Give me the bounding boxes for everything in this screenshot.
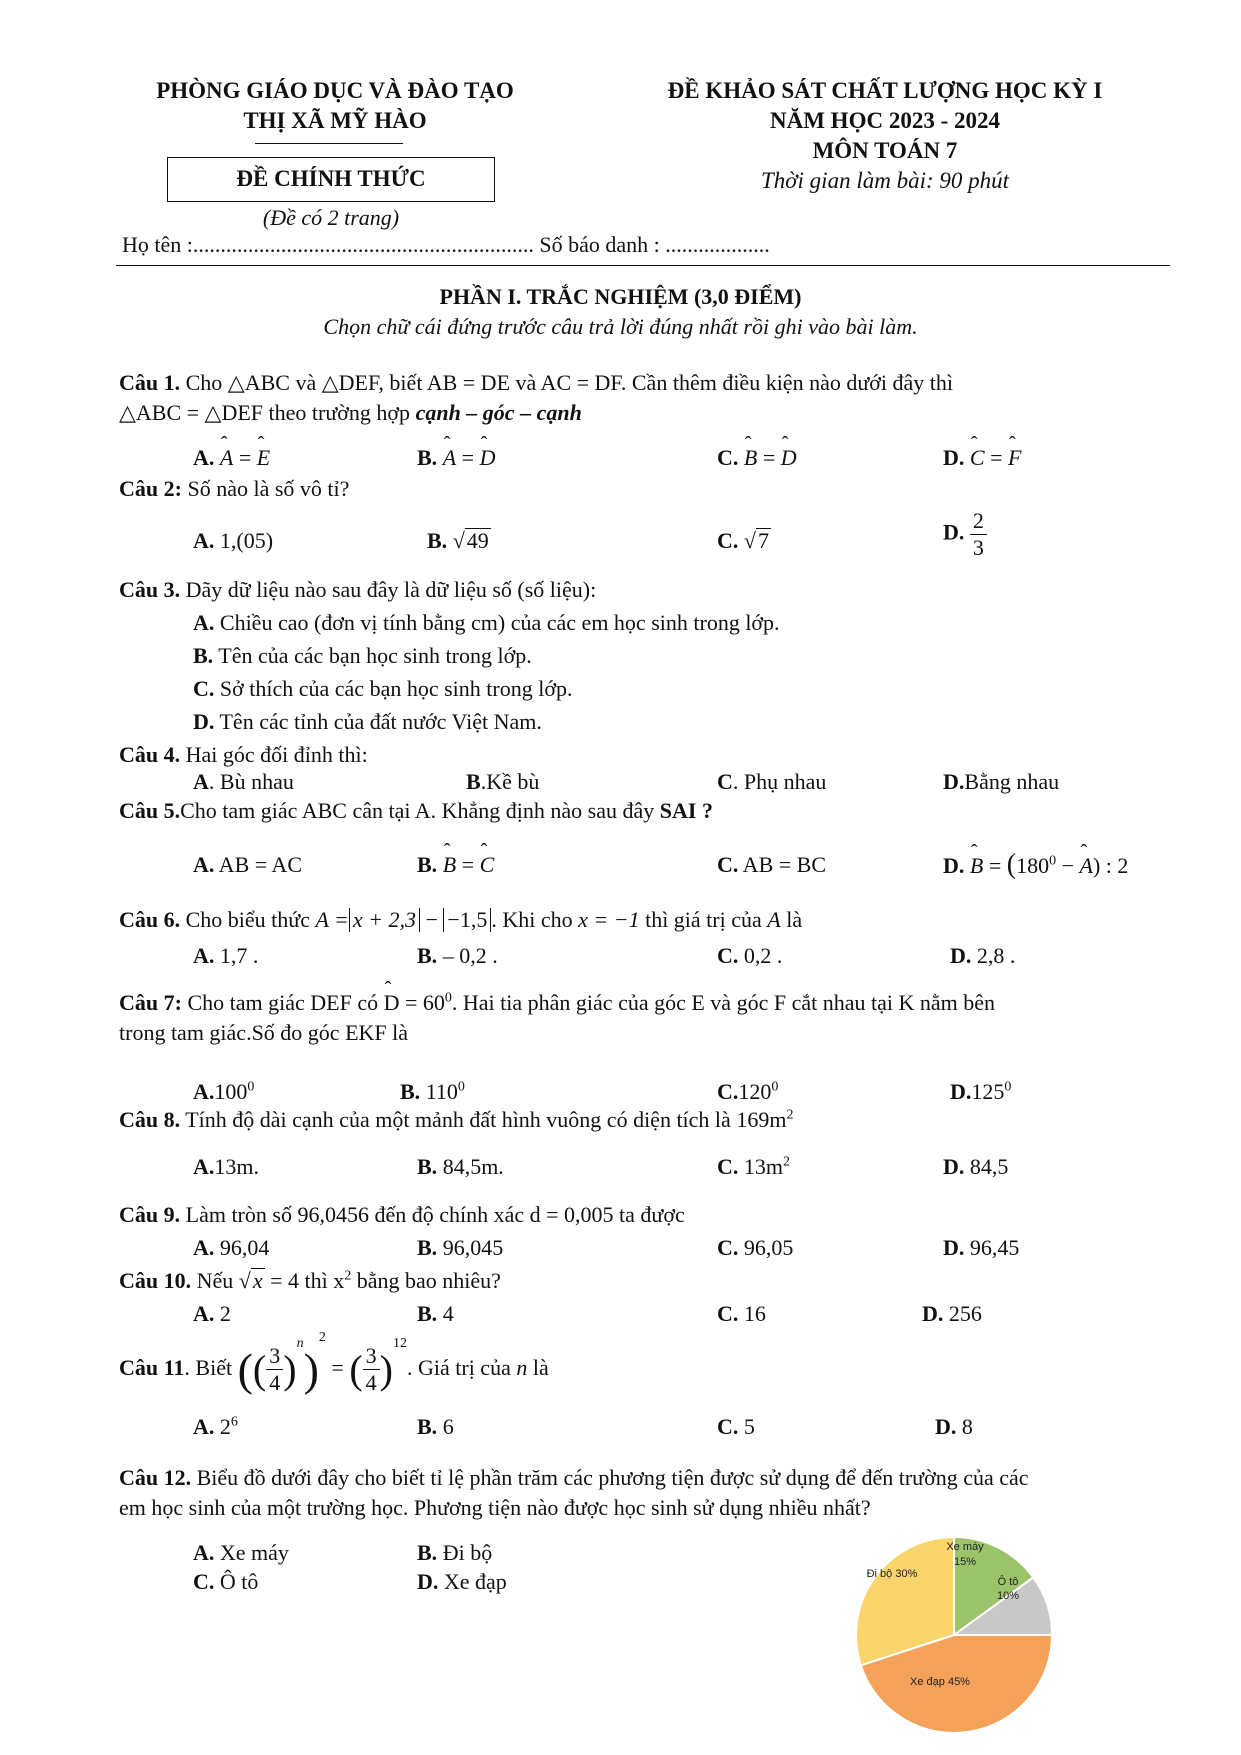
question-2 — [119, 474, 349, 504]
absolute-1: x + 2,3 — [349, 908, 420, 932]
option-key: A. — [193, 1301, 215, 1326]
question-10-text-c: bằng bao nhiêu? — [351, 1268, 501, 1293]
question-1-line-2 — [119, 398, 1171, 428]
angle: ˆ D — [781, 443, 797, 473]
question-10-label: Câu 10. — [119, 1268, 192, 1293]
question-5-text: Cho tam giác ABC cân tại A. Khẳng định nào sau đây — [180, 798, 660, 823]
option-key: B — [466, 769, 481, 794]
question-12-option-d[interactable] — [417, 1567, 507, 1597]
option-text: 256 — [943, 1301, 982, 1326]
question-12-option-b[interactable] — [417, 1538, 492, 1568]
question-8-label: Câu 8. — [119, 1107, 181, 1132]
angle: ˆ F — [1008, 443, 1021, 473]
question-8-option-d[interactable] — [943, 1152, 1008, 1182]
question-12 — [119, 1463, 1171, 1523]
radicand: 7 — [757, 528, 769, 553]
official-label: ĐỀ CHÍNH THỨC — [236, 166, 426, 191]
question-9 — [119, 1200, 685, 1230]
exam-time: Thời gian làm bài: 90 phút — [760, 168, 1010, 193]
option-key: A. — [193, 445, 215, 470]
question-9-text: Làm tròn số 96,0456 đến độ chính xác d = 0,005 ta được — [180, 1202, 685, 1227]
question-7 — [119, 988, 1171, 1048]
question-4-option-d[interactable] — [943, 767, 1059, 797]
option-key: A — [193, 769, 209, 794]
numerator: 2 — [970, 508, 987, 535]
paren: ( — [1006, 849, 1017, 880]
square-mark: 2 — [783, 1154, 791, 1170]
fraction — [970, 508, 987, 561]
option-value: 120 — [738, 1079, 772, 1104]
option-key: A. — [193, 1154, 215, 1179]
option-text: 6 — [437, 1414, 454, 1439]
question-9-option-b[interactable] — [417, 1233, 503, 1263]
option-text: Đi bộ — [437, 1540, 493, 1565]
question-7-text-a: Cho tam giác DEF có — [181, 990, 384, 1015]
question-12-line-1 — [119, 1463, 1171, 1493]
question-8-option-a[interactable] — [193, 1152, 259, 1182]
radicand: x — [252, 1268, 263, 1293]
pages-note: (Đề có 2 trang) — [262, 205, 400, 230]
option-text: 1,7 . — [214, 943, 259, 968]
question-3 — [119, 575, 596, 605]
option-value: 110 — [420, 1079, 458, 1104]
exponent: 6 — [230, 1414, 238, 1430]
option-text: 96,045 — [437, 1235, 504, 1260]
option-key: B. — [417, 1235, 438, 1260]
angle: ˆ B — [744, 443, 757, 473]
option-key: B. — [417, 943, 438, 968]
square-mark: 2 — [786, 1107, 794, 1123]
option-key: D. — [417, 1569, 439, 1594]
question-6-option-a[interactable] — [193, 941, 258, 971]
option-text: . Phụ nhau — [732, 769, 827, 794]
option-text: 8 — [956, 1414, 973, 1439]
option-text: 5 — [738, 1414, 755, 1439]
question-3-option-d[interactable] — [193, 707, 542, 737]
question-2-option-b[interactable] — [427, 526, 491, 556]
question-6-option-c[interactable] — [717, 941, 782, 971]
option-text: 2,8 . — [971, 943, 1016, 968]
department-line-1: PHÒNG GIÁO DỤC VÀ ĐÀO TẠO — [156, 78, 514, 103]
angle: ˆ E — [257, 443, 270, 473]
option-key: B. — [193, 643, 214, 668]
option-text: 13m. — [214, 1154, 260, 1179]
angle: ˆ A — [443, 443, 456, 473]
question-12-text-b: em học sinh của một trường học. Phương tiện nào được học sinh sử dụng nhiều nhất? — [119, 1495, 871, 1520]
option-key: C. — [717, 1301, 739, 1326]
sqrt-sign: √ — [452, 528, 465, 553]
question-11-option-a[interactable] — [193, 1412, 238, 1442]
option-value: 125 — [971, 1079, 1005, 1104]
question-2-option-a[interactable] — [193, 526, 273, 556]
pie-label: Ô tô — [997, 1576, 1019, 1588]
question-10-option-a[interactable] — [193, 1299, 231, 1329]
question-1 — [119, 368, 1171, 428]
degree-mark: 0 — [1049, 853, 1057, 869]
option-key: D. — [943, 519, 965, 545]
option-key: D. — [943, 445, 965, 470]
option-key: A. — [193, 610, 215, 635]
option-key: C. — [717, 1235, 739, 1260]
angle: ˆ D — [480, 443, 496, 473]
option-text: .Kề bù — [480, 769, 540, 794]
option-key: D. — [193, 709, 215, 734]
rhs-paren-close: ) — [379, 1346, 393, 1392]
question-12-option-a[interactable] — [193, 1538, 289, 1568]
option-key: C. — [717, 445, 739, 470]
exam-line-2: NĂM HỌC 2023 - 2024 — [770, 108, 1000, 133]
question-8-option-c[interactable] — [717, 1152, 790, 1182]
option-value: 1,(05) — [219, 528, 274, 553]
option-text: Xe máy — [214, 1540, 289, 1565]
numerator: 3 — [266, 1343, 283, 1370]
option-key: D. — [943, 1235, 965, 1260]
denominator: 4 — [365, 1370, 377, 1396]
question-7-line-1 — [119, 988, 1171, 1018]
question-6-option-d[interactable] — [950, 941, 1015, 971]
expression-lhs: A = — [315, 907, 349, 932]
angle: ˆ C — [480, 850, 495, 880]
question-5-option-c[interactable] — [717, 850, 826, 880]
question-5-label: Câu 5. — [119, 798, 181, 823]
pie-label: Xe máy — [946, 1541, 984, 1553]
section-title: PHẦN I. TRẮC NGHIỆM (3,0 ĐIỂM) — [439, 284, 802, 309]
question-7-option-c[interactable] — [717, 1077, 778, 1107]
option-key: B. — [417, 1301, 438, 1326]
question-7-option-d[interactable] — [950, 1077, 1011, 1107]
question-2-option-c[interactable] — [717, 526, 771, 556]
option-text: Xe đạp — [438, 1569, 507, 1594]
option-key: B. — [417, 445, 438, 470]
question-1-option-b[interactable]: B. ˆ A = ˆ D — [417, 443, 495, 473]
option-key: C. — [193, 1569, 215, 1594]
degree-mark: 0 — [444, 990, 452, 1006]
a-variable: A — [767, 907, 781, 932]
question-8-option-b[interactable] — [417, 1152, 504, 1182]
question-4 — [119, 740, 368, 770]
option-key: D. — [943, 769, 965, 794]
option-text: AB = AC — [214, 852, 302, 877]
question-5-emphasis: SAI ? — [659, 798, 713, 823]
student-info-line — [122, 232, 770, 258]
question-3-option-c[interactable] — [193, 674, 572, 704]
option-key: B. — [417, 1540, 438, 1565]
denominator: 4 — [269, 1370, 281, 1396]
option-text: 0,2 . — [738, 943, 783, 968]
question-5-option-a[interactable] — [193, 850, 302, 880]
option-key: C — [717, 769, 733, 794]
option-key: C. — [193, 676, 215, 701]
outer-paren-open: ( — [237, 1343, 253, 1395]
question-2-text: Số nào là số vô tỉ? — [181, 476, 350, 501]
question-6-text-a: Cho biểu thức — [180, 907, 316, 932]
option-text: 13m — [738, 1154, 784, 1179]
pie-label-value: 10% — [996, 1590, 1020, 1602]
question-11-option-c[interactable] — [717, 1412, 755, 1442]
question-5 — [119, 796, 713, 826]
question-12-label: Câu 12. — [119, 1465, 192, 1490]
option-text: 96,04 — [214, 1235, 270, 1260]
question-9-option-c[interactable] — [717, 1233, 793, 1263]
inner-paren-open: ( — [252, 1346, 267, 1392]
fraction — [363, 1343, 380, 1396]
department-header — [110, 76, 560, 136]
header-rule — [116, 265, 1170, 266]
option-key: C. — [717, 1154, 739, 1179]
pie-label: Xe đạp 45% — [910, 1676, 970, 1688]
option-key: D. — [935, 1414, 957, 1439]
option-key: A. — [193, 528, 215, 553]
option-text: 2 — [214, 1414, 231, 1439]
question-7-text-b: . Hai tia phân giác của góc E và góc F cắt nhau tại K nằm bên — [451, 990, 995, 1015]
question-3-label: Câu 3. — [119, 577, 181, 602]
question-10 — [119, 1266, 501, 1296]
option-text: Tên các tỉnh của đất nước Việt Nam. — [214, 709, 542, 734]
option-text: 84,5m. — [437, 1154, 504, 1179]
sqrt-sign: √ — [238, 1268, 251, 1293]
question-4-text: Hai góc đối đỉnh thì: — [180, 742, 368, 767]
numerator: 3 — [363, 1343, 380, 1370]
denominator: 3 — [972, 535, 984, 560]
question-2-option-d[interactable] — [943, 508, 987, 561]
option-key: A. — [193, 1414, 215, 1439]
option-text: Ô tô — [214, 1569, 259, 1594]
radicand: 49 — [466, 528, 489, 553]
option-key: B. — [417, 1154, 438, 1179]
question-10-text-a: Nếu — [191, 1268, 239, 1293]
option-tail: ) : 2 — [1092, 853, 1129, 878]
outer-paren-close: ) — [303, 1343, 319, 1395]
option-key: D. — [943, 1154, 965, 1179]
option-text: 96,45 — [964, 1235, 1020, 1260]
option-key: A. — [193, 852, 215, 877]
angle-equals: = 60 — [399, 990, 445, 1015]
option-key: B. — [417, 1414, 438, 1439]
n-variable: n — [516, 1355, 528, 1380]
question-1-label: Câu 1. — [119, 370, 181, 395]
option-text: Chiều cao (đơn vị tính bằng cm) của các em học sinh trong lớp. — [214, 610, 780, 635]
exponent-n: n — [296, 1336, 304, 1351]
department-line-2: THỊ XÃ MỸ HÀO — [243, 108, 427, 133]
question-6-text-b: . Khi cho — [491, 907, 579, 932]
question-9-option-a[interactable] — [193, 1233, 269, 1263]
x-value: x = −1 — [578, 907, 640, 932]
option-key: C. — [717, 1414, 739, 1439]
question-11-option-b[interactable] — [417, 1412, 454, 1442]
question-11-option-d[interactable] — [935, 1412, 973, 1442]
option-key: A. — [193, 943, 215, 968]
exam-line-3: MÔN TOÁN 7 — [812, 138, 958, 163]
angle: ˆ A — [220, 443, 233, 473]
option-value: 100 — [214, 1079, 248, 1104]
exponent-12: 12 — [392, 1336, 407, 1351]
question-10-option-b[interactable] — [417, 1299, 454, 1329]
question-11: Câu 11. Biết (( $\frac{3}{4}$ )$^n$)$^2$ = ( $\frac{3}{4}$ )$^{12}$. Giá trị của n là — [119, 1330, 549, 1396]
option-text: Tên của các bạn học sinh trong lớp. — [213, 643, 532, 668]
angle: ˆ C — [970, 443, 985, 473]
question-1-option-c[interactable]: C. ˆ B = ˆ D — [717, 443, 797, 473]
option-text: 4 — [437, 1301, 454, 1326]
exponent-2: 2 — [318, 1330, 326, 1345]
option-key: A. — [193, 1235, 215, 1260]
angle: ˆ B — [443, 850, 456, 880]
question-7-option-a[interactable] — [193, 1077, 254, 1107]
exam-line-1: ĐỀ KHẢO SÁT CHẤT LƯỢNG HỌC KỲ I — [667, 78, 1103, 103]
option-key: C. — [717, 852, 739, 877]
question-4-label: Câu 4. — [119, 742, 181, 767]
question-8-text: Tính độ dài cạnh của một mảnh đất hình vuông có diện tích là 169m — [180, 1107, 787, 1132]
question-6 — [119, 905, 802, 935]
question-6-text-c: thì giá trị của — [639, 907, 768, 932]
question-10-option-c[interactable] — [717, 1299, 766, 1329]
inner-paren-close: ) — [283, 1346, 297, 1392]
option-text: Bằng nhau — [964, 769, 1060, 794]
transport-pie-chart — [848, 1520, 1060, 1745]
angle: ˆ B — [970, 851, 983, 881]
question-5-option-d[interactable]: D. ˆ $B = (180^0$ − ˆ A) : 2 — [943, 850, 1128, 881]
absolute-2: −1,5 — [443, 908, 491, 932]
question-6-text-d: là — [780, 907, 803, 932]
option-key: B. — [400, 1079, 421, 1104]
option-key: A. — [193, 1079, 215, 1104]
name-field: Họ tên :.............................................................. — [122, 232, 534, 257]
option-key: D. — [950, 1079, 972, 1104]
fraction — [266, 1343, 283, 1396]
question-11-label: Câu 11 — [119, 1355, 185, 1380]
angle-d: ˆ D — [384, 988, 400, 1018]
option-key: D. — [943, 853, 965, 878]
question-7-option-b[interactable] — [400, 1077, 465, 1107]
question-11-text-a: . Biết — [184, 1355, 238, 1380]
question-1-text-b: △ABC = △DEF theo trường hợp — [119, 400, 416, 425]
question-3-text: Dãy dữ liệu nào sau đây là dữ liệu số (số liệu): — [180, 577, 597, 602]
option-key: B. — [427, 528, 448, 553]
question-9-label: Câu 9. — [119, 1202, 181, 1227]
question-12-text-a: Biểu đồ dưới đây cho biết tỉ lệ phần trăm các phương tiện được sử dụng để đến trường của các — [191, 1465, 1029, 1490]
option-text: 2 — [214, 1301, 231, 1326]
option-text: AB = BC — [738, 852, 826, 877]
option-text: Sở thích của các bạn học sinh trong lớp. — [214, 676, 573, 701]
question-4-option-c[interactable] — [717, 767, 826, 797]
question-1-line-1 — [119, 368, 1171, 398]
degree-mark: 0 — [457, 1079, 465, 1095]
exam-header — [600, 76, 1170, 196]
option-text: . Bù nhau — [208, 769, 294, 794]
option-text: 96,05 — [738, 1235, 794, 1260]
question-6-label: Câu 6. — [119, 907, 181, 932]
degree-value: 180 — [1016, 853, 1050, 878]
pie-label: Đi bộ 30% — [866, 1568, 918, 1580]
question-1-option-a[interactable]: A. ˆ A = ˆ E — [193, 443, 270, 473]
question-3-option-a[interactable] — [193, 608, 780, 638]
degree-mark: 0 — [247, 1079, 255, 1095]
option-key: C. — [717, 943, 739, 968]
rhs-paren-open: ( — [349, 1346, 363, 1392]
square-mark: 2 — [344, 1268, 352, 1284]
question-6-option-b[interactable] — [417, 941, 498, 971]
question-4-option-a[interactable] — [193, 767, 294, 797]
minus-sign: − — [420, 907, 444, 932]
option-text: 84,5 — [964, 1154, 1009, 1179]
pie-label-value: 15% — [953, 1556, 977, 1568]
question-12-option-c[interactable] — [193, 1567, 258, 1597]
id-field: Số báo danh : ................... — [539, 232, 770, 257]
question-7-text-c: trong tam giác.Số đo góc EKF là — [119, 1020, 409, 1045]
option-key: C. — [717, 528, 739, 553]
question-9-option-d[interactable] — [943, 1233, 1019, 1263]
question-10-text-b: = 4 thì x — [264, 1268, 345, 1293]
option-key: B. — [417, 852, 438, 877]
question-10-option-d[interactable] — [922, 1299, 982, 1329]
sqrt-sign: √ — [743, 528, 756, 553]
option-text: 16 — [738, 1301, 766, 1326]
question-5-option-b[interactable]: B. ˆ B = ˆ C — [417, 850, 494, 880]
question-2-label: Câu 2: — [119, 476, 182, 501]
question-3-option-b[interactable] — [193, 641, 532, 671]
option-key: C. — [717, 1079, 739, 1104]
angle: ˆ A — [1080, 851, 1093, 881]
question-11-text-c: là — [527, 1355, 549, 1380]
question-1-text-c: cạnh – góc – cạnh — [415, 400, 582, 425]
degree-mark: 0 — [771, 1079, 779, 1095]
degree-mark: 0 — [1004, 1079, 1012, 1095]
question-7-label: Câu 7: — [119, 990, 182, 1015]
option-text: – 0,2 . — [437, 943, 498, 968]
header-underline — [255, 143, 403, 144]
option-key: A. — [193, 1540, 215, 1565]
section-instruction: Chọn chữ cái đứng trước câu trả lời đúng nhất rồi ghi vào bài làm. — [323, 314, 918, 339]
question-4-option-b[interactable] — [466, 767, 539, 797]
option-key: D. — [922, 1301, 944, 1326]
question-8 — [119, 1105, 793, 1135]
official-label-box — [167, 157, 495, 202]
question-1-text-a: Cho △ABC và △DEF, biết AB = DE và AC = DF. Cần thêm điều kiện nào dưới đây thì — [180, 370, 953, 395]
question-1-option-d[interactable]: D. ˆ C = ˆ F — [943, 443, 1021, 473]
question-11-text-b: . Giá trị của — [406, 1355, 517, 1380]
option-key: D. — [950, 943, 972, 968]
